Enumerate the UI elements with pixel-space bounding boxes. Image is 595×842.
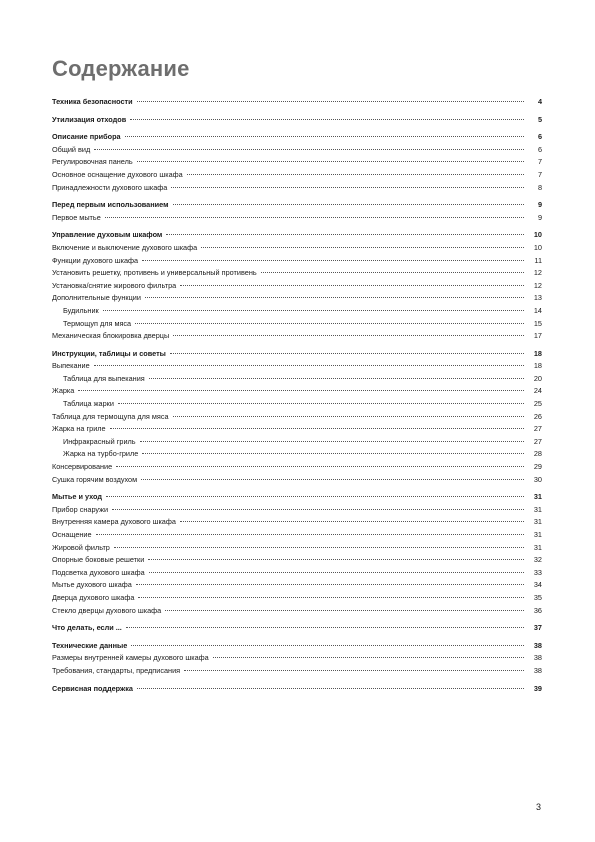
toc-entry-label: Инструкции, таблицы и советы bbox=[52, 348, 166, 358]
dot-leader bbox=[148, 559, 524, 560]
dot-leader bbox=[166, 234, 524, 235]
dot-leader bbox=[130, 119, 524, 120]
toc-section bbox=[52, 199, 542, 224]
toc-entry-page: 39 bbox=[533, 683, 542, 693]
toc-entry[interactable] bbox=[52, 567, 542, 580]
toc-section bbox=[52, 491, 542, 617]
toc-entry-page: 30 bbox=[533, 474, 542, 484]
toc-entry[interactable] bbox=[52, 474, 542, 487]
toc-heading-entry[interactable] bbox=[52, 491, 542, 504]
toc-entry[interactable] bbox=[52, 516, 542, 529]
toc-entry-page: 12 bbox=[533, 280, 542, 290]
dot-leader bbox=[137, 688, 524, 689]
toc-entry-page: 6 bbox=[537, 132, 542, 142]
toc-entry[interactable] bbox=[52, 144, 542, 157]
toc-entry-page: 18 bbox=[533, 348, 542, 358]
toc-entry-label: Таблица жарки bbox=[63, 399, 114, 409]
toc-entry-page: 17 bbox=[533, 331, 542, 341]
toc-section bbox=[52, 640, 542, 678]
toc-entry-label: Механическая блокировка дверцы bbox=[52, 331, 170, 341]
toc-entry[interactable] bbox=[52, 360, 542, 373]
toc-entry[interactable] bbox=[52, 423, 542, 436]
toc-entry[interactable] bbox=[52, 373, 542, 386]
dot-leader bbox=[149, 378, 524, 379]
toc-entry-label: Что делать, если ... bbox=[52, 623, 122, 633]
toc-entry-page: 38 bbox=[533, 665, 542, 675]
toc-entry-page: 8 bbox=[537, 182, 542, 192]
dot-leader bbox=[126, 627, 524, 628]
toc-entry-label: Сервисная поддержка bbox=[52, 683, 133, 693]
dot-leader bbox=[173, 335, 524, 336]
page-title: Содержание bbox=[52, 56, 190, 81]
toc-entry-page: 24 bbox=[533, 386, 542, 396]
toc-entry-label: Термощуп для мяса bbox=[63, 318, 132, 328]
toc-section bbox=[52, 683, 542, 696]
dot-leader bbox=[171, 187, 524, 188]
toc-entry[interactable] bbox=[52, 305, 542, 318]
toc-entry-label: Оснащение bbox=[52, 530, 92, 539]
dot-leader bbox=[118, 403, 524, 404]
dot-leader bbox=[138, 597, 524, 598]
toc-entry[interactable] bbox=[52, 318, 542, 331]
toc-entry-page: 35 bbox=[533, 592, 542, 602]
toc-heading-entry[interactable] bbox=[52, 229, 542, 242]
toc-entry[interactable] bbox=[52, 156, 542, 169]
toc-section bbox=[52, 114, 542, 127]
toc-entry[interactable] bbox=[52, 652, 542, 665]
toc-entry[interactable] bbox=[52, 255, 542, 268]
toc-entry-label: Техника безопасности bbox=[52, 97, 133, 106]
toc-heading-entry[interactable] bbox=[52, 96, 542, 109]
dot-leader bbox=[173, 416, 524, 417]
toc-entry-page: 32 bbox=[533, 555, 542, 565]
toc-entry-page: 18 bbox=[533, 361, 542, 371]
toc-entry-page: 10 bbox=[533, 242, 542, 252]
toc-section bbox=[52, 622, 542, 635]
toc-entry-page: 4 bbox=[537, 97, 542, 106]
toc-entry-label: Выпекание bbox=[52, 361, 90, 371]
toc-entry-label: Таблица для выпекания bbox=[63, 373, 145, 383]
toc-entry-label: Жарка bbox=[52, 386, 75, 396]
dot-leader bbox=[137, 101, 524, 102]
toc-section bbox=[52, 96, 542, 109]
dot-leader bbox=[94, 149, 524, 150]
toc-entry-page: 31 bbox=[533, 530, 542, 539]
toc-entry-page: 34 bbox=[533, 580, 542, 590]
toc-entry[interactable] bbox=[52, 436, 542, 449]
toc-entry-label: Будильник bbox=[63, 305, 99, 315]
toc-entry-page: 36 bbox=[533, 605, 542, 615]
toc-entry-page: 15 bbox=[533, 318, 542, 328]
toc-entry-page: 31 bbox=[533, 542, 542, 552]
toc-entry-page: 5 bbox=[537, 114, 542, 124]
dot-leader bbox=[141, 479, 524, 480]
dot-leader bbox=[170, 353, 524, 354]
toc-entry-page: 38 bbox=[533, 653, 542, 663]
dot-leader bbox=[180, 285, 524, 286]
dot-leader bbox=[112, 509, 524, 510]
dot-leader bbox=[78, 390, 524, 391]
toc-entry-label: Установка/снятие жирового фильтра bbox=[52, 280, 177, 290]
dot-leader bbox=[136, 584, 524, 585]
toc-entry[interactable] bbox=[52, 330, 542, 343]
toc-heading-entry[interactable] bbox=[52, 199, 542, 212]
toc-entry-page: 29 bbox=[533, 462, 542, 472]
dot-leader bbox=[173, 204, 525, 205]
toc-entry-page: 9 bbox=[537, 212, 542, 222]
toc-entry[interactable] bbox=[52, 242, 542, 255]
toc-entry-label: Консервирование bbox=[52, 462, 113, 472]
toc-entry-label: Инфракрасный гриль bbox=[63, 436, 136, 446]
toc-entry-label: Функции духового шкафа bbox=[52, 255, 139, 265]
toc-entry-page: 14 bbox=[533, 305, 542, 315]
toc-entry-label: Принадлежности духового шкафа bbox=[52, 182, 168, 192]
dot-leader bbox=[135, 323, 524, 324]
toc-entry[interactable] bbox=[52, 182, 542, 195]
toc-entry-page: 13 bbox=[533, 293, 542, 303]
toc-entry[interactable] bbox=[52, 579, 542, 592]
toc-heading-entry[interactable] bbox=[52, 348, 542, 361]
toc-entry-page: 33 bbox=[533, 567, 542, 577]
dot-leader bbox=[103, 310, 524, 311]
toc-entry-label: Управление духовым шкафом bbox=[52, 230, 163, 240]
dot-leader bbox=[145, 297, 524, 298]
dot-leader bbox=[261, 272, 524, 273]
toc-entry-label: Общий вид bbox=[52, 144, 91, 154]
toc-entry-page: 31 bbox=[533, 492, 542, 502]
toc-entry-page: 26 bbox=[533, 411, 542, 421]
toc-entry-label: Подсветка духового шкафа bbox=[52, 567, 145, 577]
toc-entry-page: 37 bbox=[533, 623, 542, 633]
dot-leader bbox=[142, 260, 524, 261]
toc-entry-page: 12 bbox=[533, 268, 542, 278]
toc-entry-label: Дверца духового шкафа bbox=[52, 592, 135, 602]
toc-entry-page: 7 bbox=[537, 157, 542, 167]
dot-leader bbox=[149, 572, 524, 573]
toc-entry-page: 7 bbox=[537, 169, 542, 179]
toc-entry-label: Дополнительные функции bbox=[52, 293, 141, 303]
dot-leader bbox=[106, 496, 524, 497]
dot-leader bbox=[114, 547, 524, 548]
page-number: 3 bbox=[535, 802, 541, 812]
toc-entry-label: Жировой фильтр bbox=[52, 542, 110, 552]
toc-section bbox=[52, 131, 542, 194]
dot-leader bbox=[213, 657, 524, 658]
toc-entry-label: Технические данные bbox=[52, 640, 128, 650]
dot-leader bbox=[94, 365, 524, 366]
toc-entry[interactable] bbox=[52, 448, 542, 461]
dot-leader bbox=[187, 174, 524, 175]
toc-entry-label: Утилизация отходов bbox=[52, 114, 127, 124]
toc-entry-label: Включение и выключение духового шкафа bbox=[52, 242, 198, 252]
toc-entry-page: 11 bbox=[534, 255, 542, 265]
toc-entry-page: 31 bbox=[533, 517, 542, 527]
dot-leader bbox=[125, 136, 524, 137]
toc-heading-entry[interactable] bbox=[52, 640, 542, 653]
dot-leader bbox=[137, 161, 524, 162]
toc-entry-label: Перед первым использованием bbox=[52, 200, 169, 210]
toc-entry-label: Жарка на гриле bbox=[52, 424, 106, 434]
toc-entry-label: Мытье духового шкафа bbox=[52, 580, 132, 590]
toc-entry[interactable] bbox=[52, 542, 542, 555]
toc-entry-page: 27 bbox=[533, 424, 542, 434]
toc-entry-page: 6 bbox=[537, 144, 542, 154]
toc-entry[interactable] bbox=[52, 529, 542, 542]
toc-entry-label: Стекло дверцы духового шкафа bbox=[52, 605, 162, 615]
toc-entry-label: Размеры внутренней камеры духового шкафа bbox=[52, 653, 209, 663]
dot-leader bbox=[131, 645, 524, 646]
toc-entry[interactable] bbox=[52, 398, 542, 411]
toc-entry-label: Установить решетку, противень и универсальный противень bbox=[52, 268, 257, 278]
toc-entry[interactable] bbox=[52, 592, 542, 605]
toc-entry[interactable] bbox=[52, 411, 542, 424]
toc-entry-page: 38 bbox=[533, 640, 542, 650]
dot-leader bbox=[142, 453, 524, 454]
dot-leader bbox=[110, 428, 524, 429]
toc-entry[interactable] bbox=[52, 504, 542, 517]
dot-leader bbox=[140, 441, 524, 442]
toc-entry[interactable] bbox=[52, 212, 542, 225]
toc-entry[interactable] bbox=[52, 461, 542, 474]
toc-entry-page: 25 bbox=[533, 399, 542, 409]
toc-entry[interactable] bbox=[52, 385, 542, 398]
toc-entry-page: 31 bbox=[533, 504, 542, 514]
toc-entry-label: Таблица для термощупа для мяса bbox=[52, 411, 169, 421]
table-of-contents bbox=[52, 96, 542, 700]
toc-entry-page: 10 bbox=[533, 230, 542, 240]
toc-entry-label: Описание прибора bbox=[52, 132, 121, 142]
dot-leader bbox=[184, 670, 524, 671]
dot-leader bbox=[116, 466, 524, 467]
toc-entry-label: Первое мытье bbox=[52, 212, 101, 222]
toc-entry[interactable] bbox=[52, 169, 542, 182]
toc-entry[interactable] bbox=[52, 554, 542, 567]
toc-entry-label: Мытье и уход bbox=[52, 492, 102, 502]
toc-entry-page: 9 bbox=[537, 200, 542, 210]
toc-heading-entry[interactable] bbox=[52, 114, 542, 127]
dot-leader bbox=[180, 521, 524, 522]
dot-leader bbox=[96, 534, 524, 535]
toc-entry-label: Требования, стандарты, предписания bbox=[52, 665, 181, 675]
dot-leader bbox=[201, 247, 524, 248]
toc-entry-label: Сушка горячим воздухом bbox=[52, 474, 138, 484]
toc-entry-page: 20 bbox=[533, 373, 542, 383]
toc-section bbox=[52, 348, 542, 487]
toc-entry-label: Опорные боковые решетки bbox=[52, 555, 145, 565]
toc-heading-entry[interactable] bbox=[52, 683, 542, 696]
toc-entry-label: Жарка на турбо-гриле bbox=[63, 449, 139, 459]
toc-heading-entry[interactable] bbox=[52, 131, 542, 144]
toc-entry-label: Основное оснащение духового шкафа bbox=[52, 169, 183, 179]
toc-entry[interactable] bbox=[52, 605, 542, 618]
toc-entry[interactable] bbox=[52, 292, 542, 305]
toc-entry-page: 28 bbox=[533, 449, 542, 459]
toc-entry-label: Прибор снаружи bbox=[52, 504, 109, 514]
toc-entry[interactable] bbox=[52, 267, 542, 280]
toc-section bbox=[52, 229, 542, 342]
toc-entry-label: Регулировочная панель bbox=[52, 157, 133, 167]
toc-entry-page: 27 bbox=[533, 436, 542, 446]
toc-entry-label: Внутренняя камера духового шкафа bbox=[52, 517, 176, 527]
toc-entry[interactable] bbox=[52, 665, 542, 678]
dot-leader bbox=[105, 217, 524, 218]
dot-leader bbox=[165, 610, 524, 611]
toc-heading-entry[interactable] bbox=[52, 622, 542, 635]
toc-entry[interactable] bbox=[52, 280, 542, 293]
